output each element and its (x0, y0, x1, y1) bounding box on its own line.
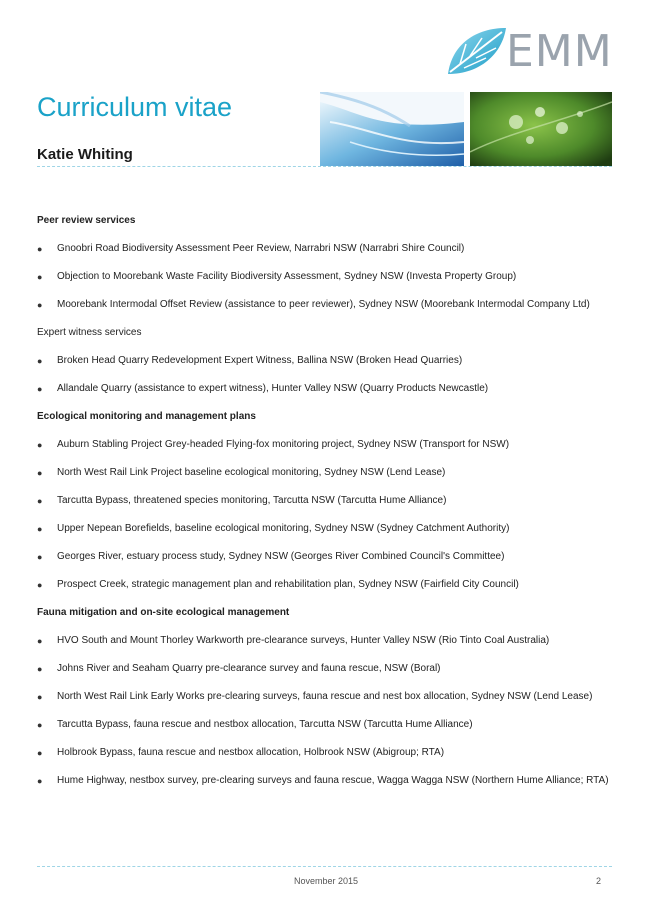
bullet-icon: ● (37, 552, 43, 562)
list-item: ● Georges River, estuary process study, Sydney NSW (Georges River Combined Council's Committee) (37, 551, 505, 562)
section-ecological-monitoring (37, 410, 613, 592)
water-splash-image (320, 92, 464, 166)
list-item: ● Moorebank Intermodal Offset Review (assistance to peer reviewer), Sydney NSW (Moorebank Intermodal Company Ltd) (37, 299, 590, 310)
list-item: ● Prospect Creek, strategic management plan and rehabilitation plan, Sydney NSW (Fairfield City Council) (37, 579, 519, 590)
bullet-icon: ● (37, 356, 43, 366)
list-item: ● HVO South and Mount Thorley Warkworth pre-clearance surveys, Hunter Valley NSW (Rio Tinto Coal Australia) (37, 635, 550, 646)
bullet-icon: ● (37, 580, 43, 590)
bullet-icon: ● (37, 664, 43, 674)
list-item: ● Auburn Stabling Project Grey-headed Flying-fox monitoring project, Sydney NSW (Transport for NSW) (37, 439, 510, 450)
list-item: ● Johns River and Seaham Quarry pre-clearance survey and fauna rescue, NSW (Boral) (37, 663, 441, 674)
bullet-icon: ● (37, 468, 43, 478)
bullet-icon: ● (37, 776, 43, 786)
section-heading: Expert witness services (37, 327, 142, 338)
list-item: ● Broken Head Quarry Redevelopment Expert Witness, Ballina NSW (Broken Head Quarries) (37, 355, 463, 366)
cv-content (37, 214, 613, 802)
footer-date: November 2015 (293, 876, 359, 886)
list-item: ● Tarcutta Bypass, threatened species monitoring, Tarcutta NSW (Tarcutta Hume Alliance) (37, 495, 447, 506)
section-heading: Ecological monitoring and management plans (37, 411, 256, 422)
list-item: ● Allandale Quarry (assistance to expert witness), Hunter Valley NSW (Quarry Products Newcastle) (37, 383, 489, 394)
list-item: ● Upper Nepean Borefields, baseline ecological monitoring, Sydney NSW (Sydney Catchment Authority) (37, 523, 510, 534)
person-name: Katie Whiting (37, 146, 133, 163)
logo-wordmark: EMM (506, 26, 613, 77)
bullet-icon: ● (37, 496, 43, 506)
green-leaf-image (470, 92, 612, 166)
list-item: ● Holbrook Bypass, fauna rescue and nestbox allocation, Holbrook NSW (Abigroup; RTA) (37, 747, 445, 758)
list-item: ● Tarcutta Bypass, fauna rescue and nestbox allocation, Tarcutta NSW (Tarcutta Hume Alliance) (37, 719, 473, 730)
bullet-icon: ● (37, 720, 43, 730)
footer-divider (37, 866, 612, 867)
section-peer-review (37, 214, 613, 312)
list-item: ● North West Rail Link Project baseline ecological monitoring, Sydney NSW (Lend Lease) (37, 467, 446, 478)
list-item: ● Hume Highway, nestbox survey, pre-clearing surveys and fauna rescue, Wagga Wagga NSW (Northern Hume Alliance; RTA) (37, 775, 609, 786)
list-item: ● North West Rail Link Early Works pre-clearing surveys, fauna rescue and nest box allocation, Sydney NSW (Lend Lease) (37, 691, 593, 702)
page-title: Curriculum vitae (37, 92, 233, 122)
section-heading: Peer review services (37, 215, 136, 226)
bullet-icon: ● (37, 244, 43, 254)
bullet-icon: ● (37, 300, 43, 310)
bullet-icon: ● (37, 692, 43, 702)
section-heading: Fauna mitigation and on-site ecological management (37, 607, 290, 618)
list-item: ● Gnoobri Road Biodiversity Assessment Peer Review, Narrabri NSW (Narrabri Shire Council) (37, 243, 465, 254)
list-item: ● Objection to Moorebank Waste Facility Biodiversity Assessment, Sydney NSW (Investa Property Group) (37, 271, 517, 282)
header-divider (37, 166, 612, 167)
page-number: 2 (596, 876, 602, 886)
section-fauna-mitigation (37, 606, 613, 788)
bullet-icon: ● (37, 384, 43, 394)
bullet-icon: ● (37, 524, 43, 534)
section-expert-witness (37, 326, 613, 396)
bullet-icon: ● (37, 272, 43, 282)
bullet-icon: ● (37, 440, 43, 450)
bullet-icon: ● (37, 636, 43, 646)
bullet-icon: ● (37, 748, 43, 758)
